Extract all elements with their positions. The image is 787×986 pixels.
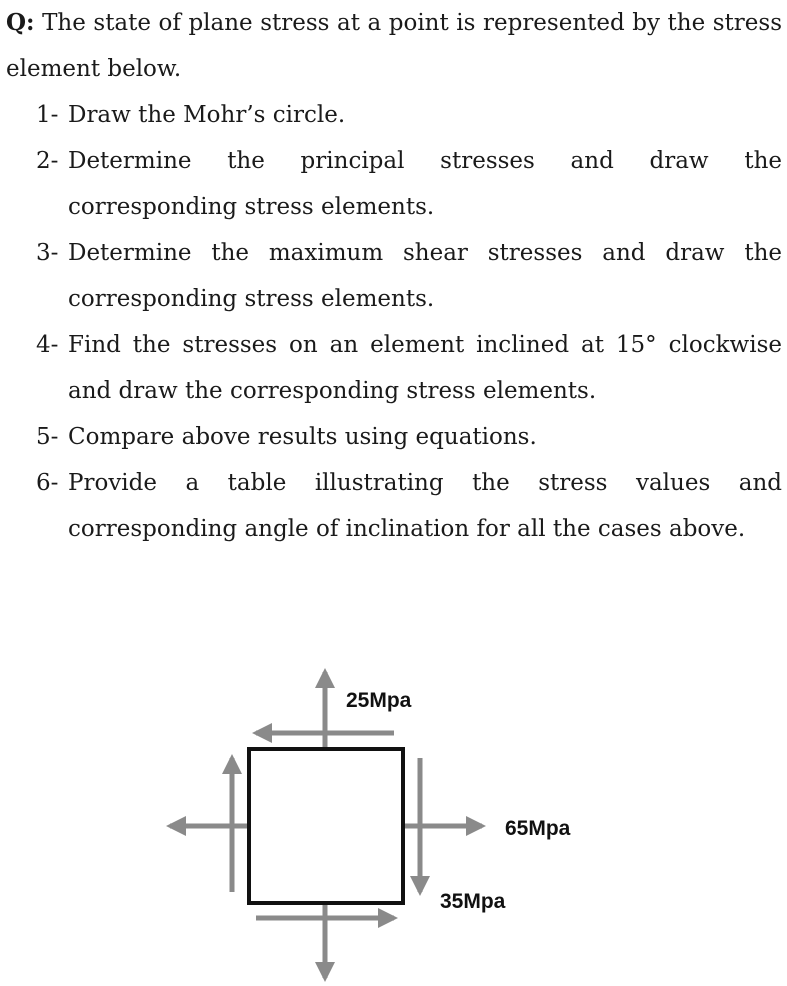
label-right-stress: 65Mpa <box>505 817 571 840</box>
item-text: Determine the principal stresses and draw the corresponding stress elements. <box>68 148 782 220</box>
question-line-2: element below. <box>6 56 182 82</box>
item-number: 5- <box>36 424 59 450</box>
item-number: 6- <box>36 470 59 496</box>
item-number: 2- <box>36 148 59 174</box>
item-text: Provide a table illustrating the stress values and corresponding angle of inclination for all the cases above. <box>68 470 782 542</box>
item-number: 4- <box>36 332 59 358</box>
item-number: 3- <box>36 240 59 266</box>
item-text: Draw the Mohr’s circle. <box>68 102 346 128</box>
item-text: Find the stresses on an element inclined at 15° clockwise and draw the corresponding stress elements. <box>68 332 782 404</box>
label-top-stress: 25Mpa <box>346 689 412 712</box>
label-shear-stress: 35Mpa <box>440 890 506 913</box>
item-text: Compare above results using equations. <box>68 424 537 450</box>
item-number: 1- <box>36 102 59 128</box>
stress-element-box <box>249 749 403 903</box>
question-label: Q: <box>6 9 35 36</box>
item-text: Determine the maximum shear stresses and draw the corresponding stress elements. <box>68 240 782 312</box>
question-line-1-text: The state of plane stress at a point is represented by the stress <box>42 10 782 36</box>
